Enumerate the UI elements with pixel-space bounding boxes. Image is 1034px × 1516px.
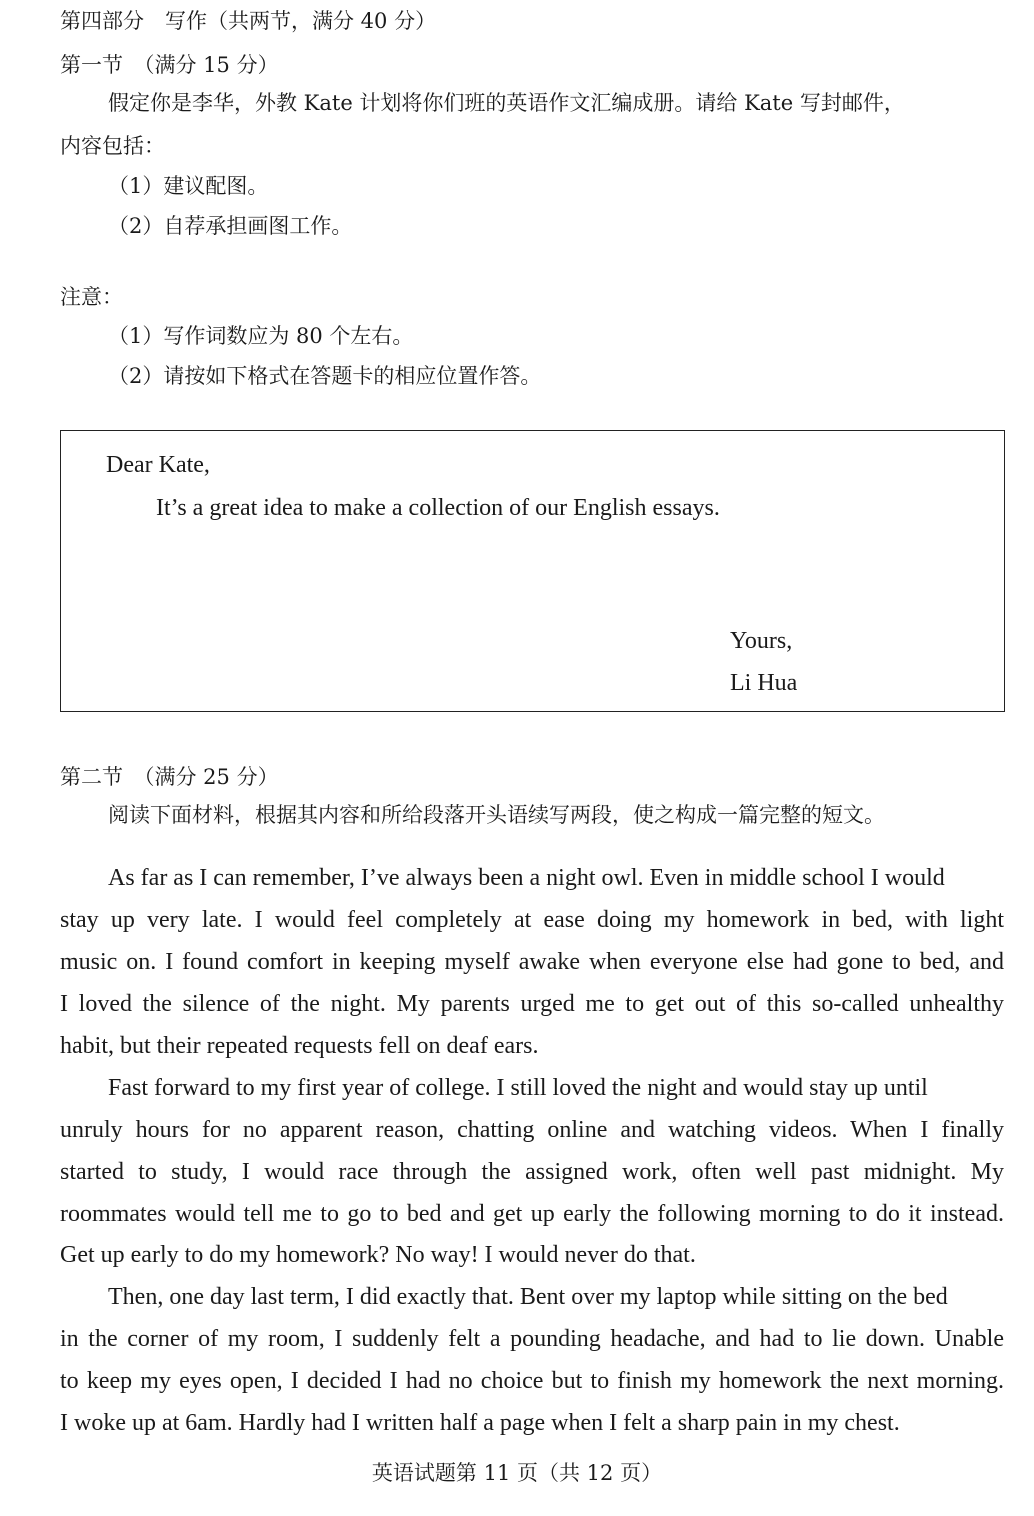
section1-item-1: （1）建议配图。 [108, 174, 269, 198]
section2-heading: 第二节 （满分 25 分） [60, 765, 279, 789]
passage-line: stay up very late. I would feel completely at ease doing my homework in bed, with light [60, 907, 1004, 933]
part-title: 第四部分 写作（共两节，满分 40 分） [60, 9, 437, 33]
passage-line: Fast forward to my first year of college. I still loved the night and would stay up until [108, 1075, 928, 1101]
passage-line: in the corner of my room, I suddenly felt a pounding headache, and had to lie down. Unable [60, 1326, 1004, 1352]
note-1: （1）写作词数应为 80 个左右。 [108, 324, 414, 348]
letter-signature: Li Hua [730, 670, 798, 696]
section1-prompt-line2: 内容包括： [60, 134, 165, 158]
passage-line: Then, one day last term, I did exactly that. Bent over my laptop while sitting on the bed [108, 1284, 948, 1310]
passage-line: habit, but their repeated requests fell on deaf ears. [60, 1033, 539, 1059]
letter-opening: It’s a great idea to make a collection of our English essays. [156, 495, 720, 521]
note-2: （2）请按如下格式在答题卡的相应位置作答。 [108, 364, 542, 388]
passage-line: unruly hours for no apparent reason, chatting online and watching videos. When I finally [60, 1117, 1004, 1143]
page-footer: 英语试题第 11 页（共 12 页） [371, 1461, 663, 1485]
letter-greeting: Dear Kate, [106, 452, 210, 478]
passage-line: started to study, I would race through the assigned work, often well past midnight. My [60, 1159, 1004, 1185]
passage-line: music on. I found comfort in keeping myself awake when everyone else had gone to bed, and [60, 949, 1004, 975]
passage-line: I loved the silence of the night. My parents urged me to get out of this so-called unhealthy [60, 991, 1004, 1017]
section1-prompt-line1: 假定你是李华，外教 Kate 计划将你们班的英语作文汇编成册。请给 Kate 写封邮件， [108, 91, 905, 115]
passage-line: As far as I can remember, I’ve always been a night owl. Even in middle school I would [108, 865, 945, 891]
passage-line: Get up early to do my homework? No way! I would never do that. [60, 1242, 696, 1268]
section2-prompt: 阅读下面材料，根据其内容和所给段落开头语续写两段，使之构成一篇完整的短文。 [108, 803, 885, 827]
letter-closing: Yours, [730, 628, 793, 654]
passage-line: to keep my eyes open, I decided I had no choice but to finish my homework the next morning. [60, 1368, 1004, 1394]
passage-line: I woke up at 6am. Hardly had I written half a page when I felt a sharp pain in my chest. [60, 1410, 900, 1436]
section1-heading: 第一节 （满分 15 分） [60, 53, 279, 77]
passage-line: roommates would tell me to go to bed and get up early the following morning to do it instead. [60, 1201, 1004, 1227]
section1-item-2: （2）自荐承担画图工作。 [108, 214, 353, 238]
note-label: 注意： [60, 285, 123, 309]
